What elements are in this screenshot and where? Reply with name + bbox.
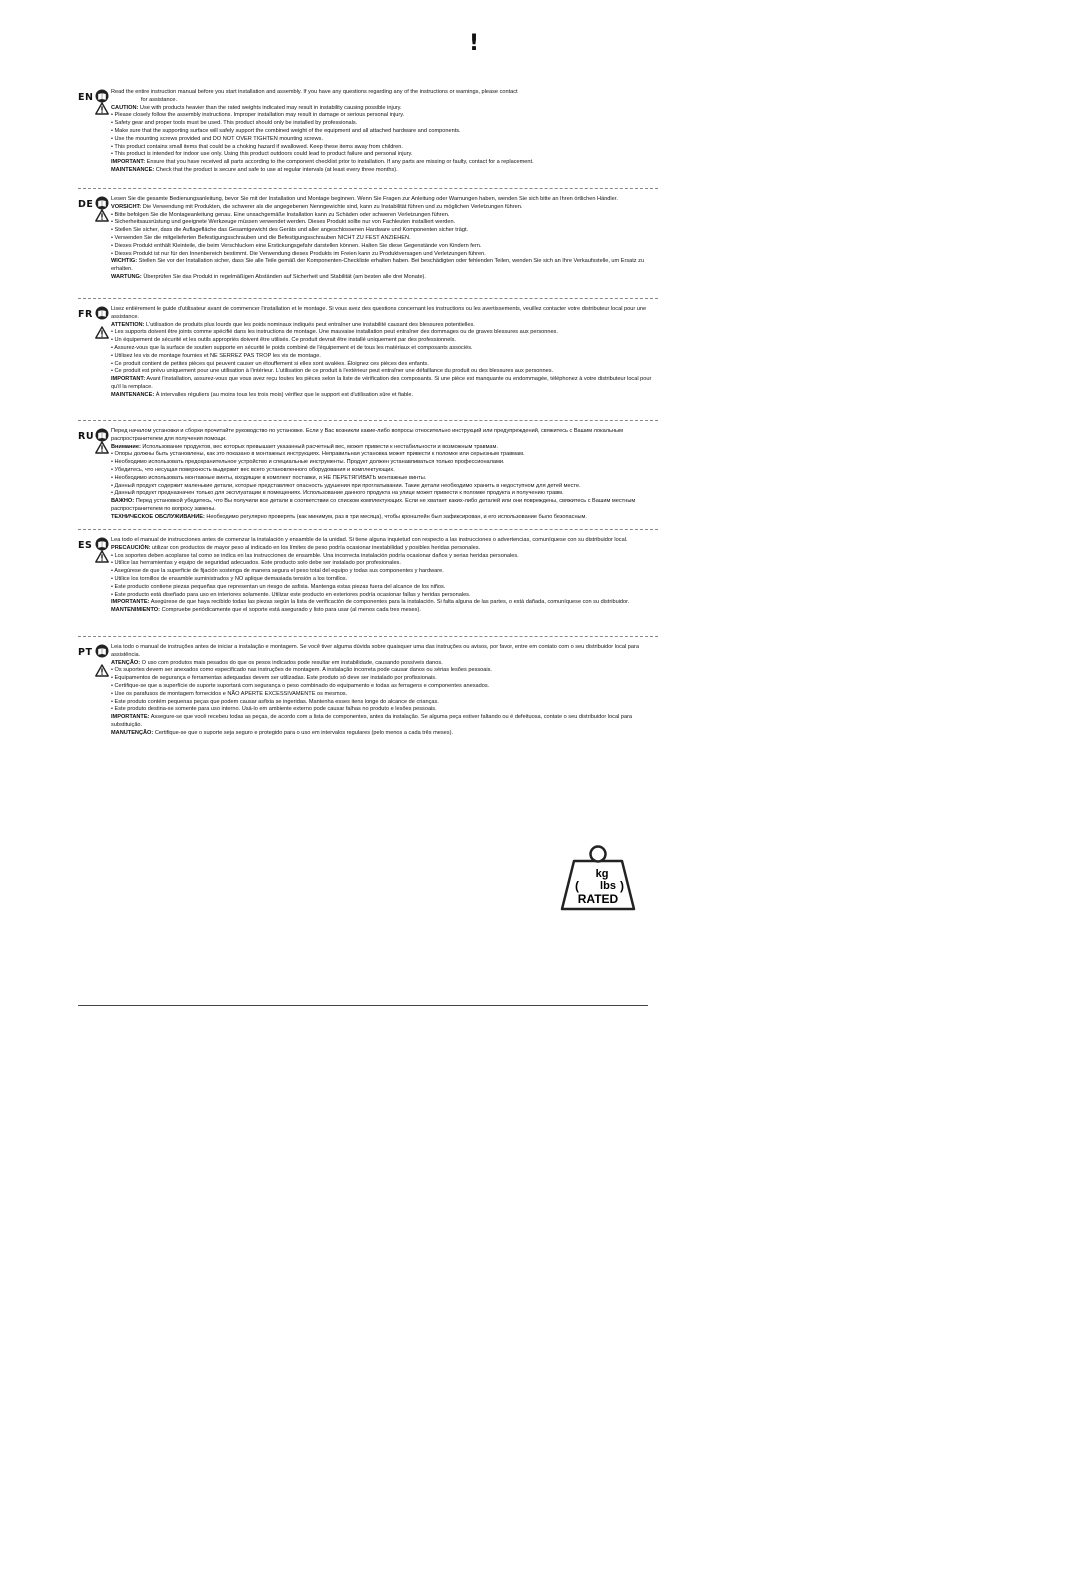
read-manual-icon <box>95 644 109 658</box>
bullet-item: • Os suportes devem ser anexados como especificado nas instruções de montagem. A instalação incorreta pode causar danos ou sérias lesões pessoais. <box>111 667 492 674</box>
bullet-item: • Este producto está diseñado para uso en interiores solamente. Utilizar este producto en exteriores podría ocasionar fallas y heridas personales. <box>111 591 471 598</box>
bullet-item: • Please closely follow the assembly instructions. Improper installation may result in damage or serious personal injury. <box>111 112 405 119</box>
important-text: Asegúrese de que haya recibido todas las piezas según la lista de verificación de componentes para la instalación. Si falta alguna de las partes, o está dañada, comuníquese con su distribuidor. <box>150 599 630 606</box>
maintenance-line <box>111 167 659 175</box>
section-header <box>78 89 112 109</box>
bullet-item: • Dieses Produkt enthält Kleinteile, die beim Verschlucken eine Erstickungsgefahr darstellen können. Halten Sie diese Gegenstände von Kindern fern. <box>111 242 482 249</box>
bullet-item: • Certifique-se que a superfície de suporte suportará com segurança o peso combinado do equipamento e todas as ferragens e componentes anexados. <box>111 682 490 689</box>
bullet-item: • Asegúrese de que la superficie de fijación sostenga de manera segura el peso total del equipo y todas sus componentes y hardware. <box>111 568 444 575</box>
bullet-item: • Assurez-vous que la surface de soutien supporte en sécurité le poids combiné de l'équipement et de tous les matériaux et composants associés. <box>111 344 473 351</box>
caution-label: CAUTION: <box>111 104 139 111</box>
maintenance-text: Check that the product is secure and safe to use at regular intervals (at least every three months). <box>155 166 398 173</box>
bullet-item: • Verwenden Sie die mitgelieferten Befestigungsschrauben und die Befestigungsschrauben NICHT ZU FEST ANZIEHEN. <box>111 234 411 241</box>
read-manual-icon <box>95 428 109 442</box>
language-code: FR <box>78 309 93 320</box>
read-manual-icon <box>95 306 109 320</box>
intro-text: Lea todo el manual de instrucciones antes de comenzar la instalación y ensamble de la unidad. Si tiene alguna inquietud con respecto a las instrucciones o advertencias, comuníquese con su distribuidor local. <box>111 537 628 543</box>
bullet-item: • Este produto destina-se somente para uso interno. Usá-lo em ambiente externo pode causar falhas no produto e lesões pessoais. <box>111 706 437 713</box>
language-code: EN <box>78 92 94 103</box>
rated-kg-label: kg <box>595 868 609 880</box>
section-divider <box>78 188 658 189</box>
bullet-item: • Bitte befolgen Sie die Montageanleitung genau. Eine unsachgemäße Installation kann zu Schäden oder schweren Verletzungen führen. <box>111 211 450 218</box>
section-body <box>111 89 659 175</box>
rated-lbs-label: lbs <box>600 880 616 892</box>
section-header <box>78 196 112 216</box>
maintenance-label: MAINTENANCE: <box>111 166 155 173</box>
intro-text-continued: for assistance. <box>141 96 178 103</box>
bullet-item: • This product contains small items that could be a choking hazard if swallowed. Keep these items away from children. <box>111 143 403 150</box>
caution-triangle-icon <box>95 550 109 563</box>
bullet-item: • Убедитесь, что несущая поверхность выдержит вес всего установленного оборудования и комплектующих. <box>111 466 395 473</box>
bullet-item: • Los soportes deben acoplarse tal como se indica en las instrucciones de ensamble. Una incorrecta instalación podría ocasionar daños y serias heridas personales. <box>111 552 519 559</box>
bullet-item: • Este producto contiene piezas pequeñas que representan un riesgo de asfixia. Mantenga estas piezas fuera del alcance de los niños. <box>111 583 446 590</box>
bullet-item: • Необходимо использовать монтажные винты, входящие в комплект поставки, и НЕ ПЕРЕТЯГИВАТЬ монтажные винты. <box>111 474 427 481</box>
caution-text: Die Verwendung mit Produkten, die schwerer als die angegebenen Nenngewichte sind, kann zu Instabilität führen und zu möglichen Verletzungen führen. <box>142 203 523 210</box>
caution-line <box>111 545 659 553</box>
bullet-item: • Опоры должны быть установлены, как это показано в монтажных инструкциях. Неправильная установка может привести к поломке или серьезным травмам. <box>111 451 525 458</box>
section-divider <box>78 420 658 421</box>
maintenance-text: À intervalles réguliers (au moins tous les trois mois) vérifiez que le support est d'utilisation sûre et fiable. <box>155 391 414 398</box>
read-manual-icon <box>95 196 109 210</box>
bullet-item: • Make sure that the supporting surface will safely support the combined weight of the equipment and all attached hardware and components. <box>111 127 461 134</box>
important-label: IMPORTANT: <box>111 159 146 166</box>
bullet-item: • Ce produit est prévu uniquement pour une utilisation à l'intérieur. L'utilisation de ce produit à l'extérieur peut entraîner une défaillance du produit ou des blessures aux personnes. <box>111 368 554 375</box>
bullet-item: • This product is intended for indoor use only. Using this product outdoors could lead to product failure and personal injury. <box>111 151 413 158</box>
important-line <box>111 159 659 167</box>
bullet-item: • Sicherheitsausrüstung und geeignete Werkzeuge müssen verwendet werden. Dieses Produkt sollte nur von Fachleuten installiert werden. <box>111 219 456 226</box>
important-line <box>111 258 659 274</box>
maintenance-text: Überprüfen Sie das Produkt in regelmäßigen Abständen auf Sicherheit und Stabilität (am besten alle drei Monate). <box>143 273 426 280</box>
important-line <box>111 376 659 392</box>
bullet-item: • Dieses Produkt ist nur für den Innenbereich bestimmt. Die Verwendung dieses Produkts im Freien kann zu Produktversagen und Verletzungen führen. <box>111 250 486 257</box>
caution-text: L'utilisation de produits plus lourds que les poids nominaux indiqués peut entraîner une instabilité causant des blessures potentielles. <box>146 321 475 328</box>
section-divider <box>78 298 658 299</box>
section-header <box>78 644 112 664</box>
bullet-item: • Use the mounting screws provided and DO NOT OVER TIGHTEN mounting screws. <box>111 135 323 142</box>
bottom-divider <box>78 1005 648 1006</box>
rated-close-paren: ) <box>620 879 624 893</box>
section-body <box>111 428 659 522</box>
rated-weight-icon <box>560 843 636 911</box>
important-label: IMPORTANTE: <box>111 714 150 721</box>
bullet-item: • Utilice las herramientas y equipo de seguridad adecuados. Este producto solo debe ser instalado por profesionales. <box>111 560 401 567</box>
caution-line <box>111 660 659 668</box>
section-header <box>78 537 112 557</box>
important-line <box>111 599 659 607</box>
bullet-item: • Este produto contém pequenas peças que podem causar asfixia se ingeridas. Mantenha esses itens longe do alcance de crianças. <box>111 698 439 705</box>
caution-text: utilizar con productos de mayor peso al indicado en los límites de peso podría ocasionar inestabilidad y posibles heridas personales. <box>152 544 481 551</box>
caution-triangle-icon <box>95 102 109 115</box>
maintenance-text: Certifique-se que o suporte seja seguro e protegido para o uso em intervalos regulares (pelo menos a cada três meses). <box>154 729 454 736</box>
intro-text: Lesen Sie die gesamte Bedienungsanleitung, bevor Sie mit der Installation und Montage beginnen. Wenn Sie Fragen zur Anleitung oder Warnungen haben, wenden Sie sich bitte an Ihren örtlichen Händler. <box>111 196 618 202</box>
rated-open-paren: ( <box>575 879 579 893</box>
intro-text: Leia todo o manual de instruções antes de iniciar a instalação e montagem. Se você tiver alguma dúvida sobre quaisquer uma das instruções ou avisos, por favor, entre em contato com o seu distribuidor local para assistência. <box>111 644 639 658</box>
maintenance-line <box>111 392 659 400</box>
caution-text: Использование продуктов, вес которых превышает указанный расчетный вес, может привести к нестабильности и возможным травмам. <box>142 443 498 450</box>
caution-line <box>111 444 659 452</box>
important-label: WICHTIG: <box>111 258 138 265</box>
intro-text: Lisez entièrement le guide d'utilisateur avant de commencer l'installation et le montage. Si vous avez des questions concernant les instructions ou les avertissements, veuillez contacter votre distributeur local pour une assistance. <box>111 306 647 320</box>
section-body <box>111 306 659 400</box>
bullet-item: • Un équipement de sécurité et les outils appropriés doivent être utilisés. Ce produit devrait être installé uniquement par des professionnels. <box>111 337 456 344</box>
maintenance-line <box>111 514 659 522</box>
section-divider <box>78 636 658 637</box>
caution-line <box>111 204 659 212</box>
important-text: Assegure-se que você recebeu todas as peças, de acordo com a lista de componentes, antes da instalação. Se alguma peça estiver faltando ou é defeituosa, contate o seu distribuidor local para substituição. <box>111 714 633 728</box>
caution-triangle-icon <box>95 441 109 454</box>
maintenance-label: ТЕХНИЧЕСКОЕ ОБСЛУЖИВАНИЕ: <box>111 513 205 520</box>
caution-triangle-icon <box>95 326 109 339</box>
language-code: DE <box>78 199 94 210</box>
bullet-item: • Ce produit contient de petites pièces qui peuvent causer un étouffement si elles sont avalées. Éloignez ces pièces des enfants. <box>111 360 429 367</box>
caution-triangle-icon <box>95 664 109 677</box>
caution-label: VORSICHT: <box>111 203 142 210</box>
important-text: Stellen Sie vor der Installation sicher, dass Sie alle Teile gemäß der Komponenten-Checkliste erhalten haben. Bei beschädigten oder fehlenden Teilen, wenden Sie sich an Ihre Verkaufsstelle, um Ersatz zu erhalten. <box>111 258 645 273</box>
intro-text: Read the entire instruction manual before you start installation and assembly. If you have any questions regarding any of the instructions or warnings, please contact <box>111 89 518 95</box>
maintenance-line <box>111 607 659 615</box>
bullet-item: • Utilisez les vis de montage fournies et NE SERREZ PAS TROP les vis de montage. <box>111 352 321 359</box>
maintenance-label: MAINTENANCE: <box>111 391 155 398</box>
bullet-item: • Safety gear and proper tools must be used. This product should only be installed by professionals. <box>111 120 358 127</box>
language-code: PT <box>78 647 93 658</box>
important-line <box>111 498 659 514</box>
bullet-item: • Данный продукт предназначен только для эксплуатации в помещениях. Использование данного продукта на улице может привести к поломке продукта и получению травм. <box>111 490 564 497</box>
caution-triangle-icon <box>95 209 109 222</box>
bullet-item: • Stellen Sie sicher, dass die Auflagefläche das Gesamtgewicht des Geräts und aller angeschlossenen Hardware und Komponenten sicher trägt. <box>111 227 469 234</box>
bullet-item: • Необходимо использовать предохранительное устройство и специальные инструменты. Продукт должен устанавливаться только профессионалами. <box>111 459 505 466</box>
maintenance-label: MANUTENÇÃO: <box>111 729 154 736</box>
warning-exclamation-mark: ! <box>468 31 480 56</box>
caution-line <box>111 105 659 113</box>
caution-line <box>111 322 659 330</box>
maintenance-label: MANTENIMIENTO: <box>111 607 160 614</box>
caution-label: ATTENTION: <box>111 321 145 328</box>
rated-label: RATED <box>577 892 619 906</box>
section-divider <box>78 529 658 530</box>
section-body <box>111 644 659 738</box>
section-body <box>111 537 659 615</box>
maintenance-line <box>111 274 659 282</box>
language-code: RU <box>78 431 95 442</box>
important-line <box>111 714 659 730</box>
caution-text: O uso com produtos mais pesados do que os pesos indicados pode resultar em instabilidade, causando possíveis danos. <box>141 659 443 666</box>
bullet-item: • Данный продукт содержит маленькие детали, которые представляют опасность удушения при проглатывании. Такие детали необходимо хранить в недоступном для детей месте. <box>111 482 581 489</box>
section-header <box>78 428 112 448</box>
section-body <box>111 196 659 282</box>
important-text: Avant l'installation, assurez-vous que vous avez reçu toutes les pièces selon la liste de vérification des composants. Si une pièce est manquante ou endommagée, téléphonez à votre distributeur local pour qu'il la remplace. <box>111 376 652 390</box>
maintenance-text: Compruebe periódicamente que el soporte está asegurado y listo para usar (al menos cada tres meses). <box>161 607 421 614</box>
section-header <box>78 306 112 326</box>
caution-label: PRECAUCIÓN: <box>111 544 151 551</box>
intro-text: Перед началом установки и сборки прочитайте руководство по установке. Если у Вас возникли какие-либо вопросы относительно инструкций или предупреждений, свяжитесь с Вашим локальным распространителем для получения помощи. <box>111 428 623 442</box>
important-text: Ensure that you have received all parts according to the component checklist prior to installation. If any parts are missing or faulty, contact for a replacement. <box>146 159 534 166</box>
important-label: ВАЖНО: <box>111 498 135 505</box>
language-code: ES <box>78 540 93 551</box>
read-manual-icon <box>95 89 109 103</box>
maintenance-text: Необходимо регулярно проверять (как минимум, раз в три месяца), чтобы кронштейн был зафиксирован, и его использование было безопасным. <box>206 513 587 520</box>
bullet-item: • Les supports doivent être joints comme spécifié dans les instructions de montage. Une mauvaise installation peut entraîner des dommages ou de graves blessures aux personnes. <box>111 329 558 336</box>
bullet-item: • Equipamentos de segurança e ferramentas adequadas devem ser utilizadas. Este produto só deve ser instalado por profissionais. <box>111 675 437 682</box>
maintenance-line <box>111 730 659 738</box>
bullet-item: • Use os parafusos de montagem fornecidos e NÃO APERTE EXCESSIVAMENTE os mesmos. <box>111 690 348 697</box>
maintenance-label: WARTUNG: <box>111 273 142 280</box>
caution-text: Use with products heavier than the rated weights indicated may result in instability causing possible injury. <box>139 104 402 111</box>
important-text: Перед установкой убедитесь, что Вы получили все детали в соответствии со списком комплектующих. Если не хватает каких-либо деталей или они повреждены, свяжитесь с Вашим местным распространителем по вопросу замены. <box>111 498 636 512</box>
read-manual-icon <box>95 537 109 551</box>
important-label: IMPORTANTE: <box>111 599 150 606</box>
caution-label: Внимание: <box>111 443 141 450</box>
bullet-item: • Utilice los tornillos de ensamble suministrados y NO aplique demasiada tensión a los tornillos. <box>111 575 348 582</box>
important-label: IMPORTANT: <box>111 376 146 383</box>
caution-label: ATENÇÃO: <box>111 659 141 666</box>
